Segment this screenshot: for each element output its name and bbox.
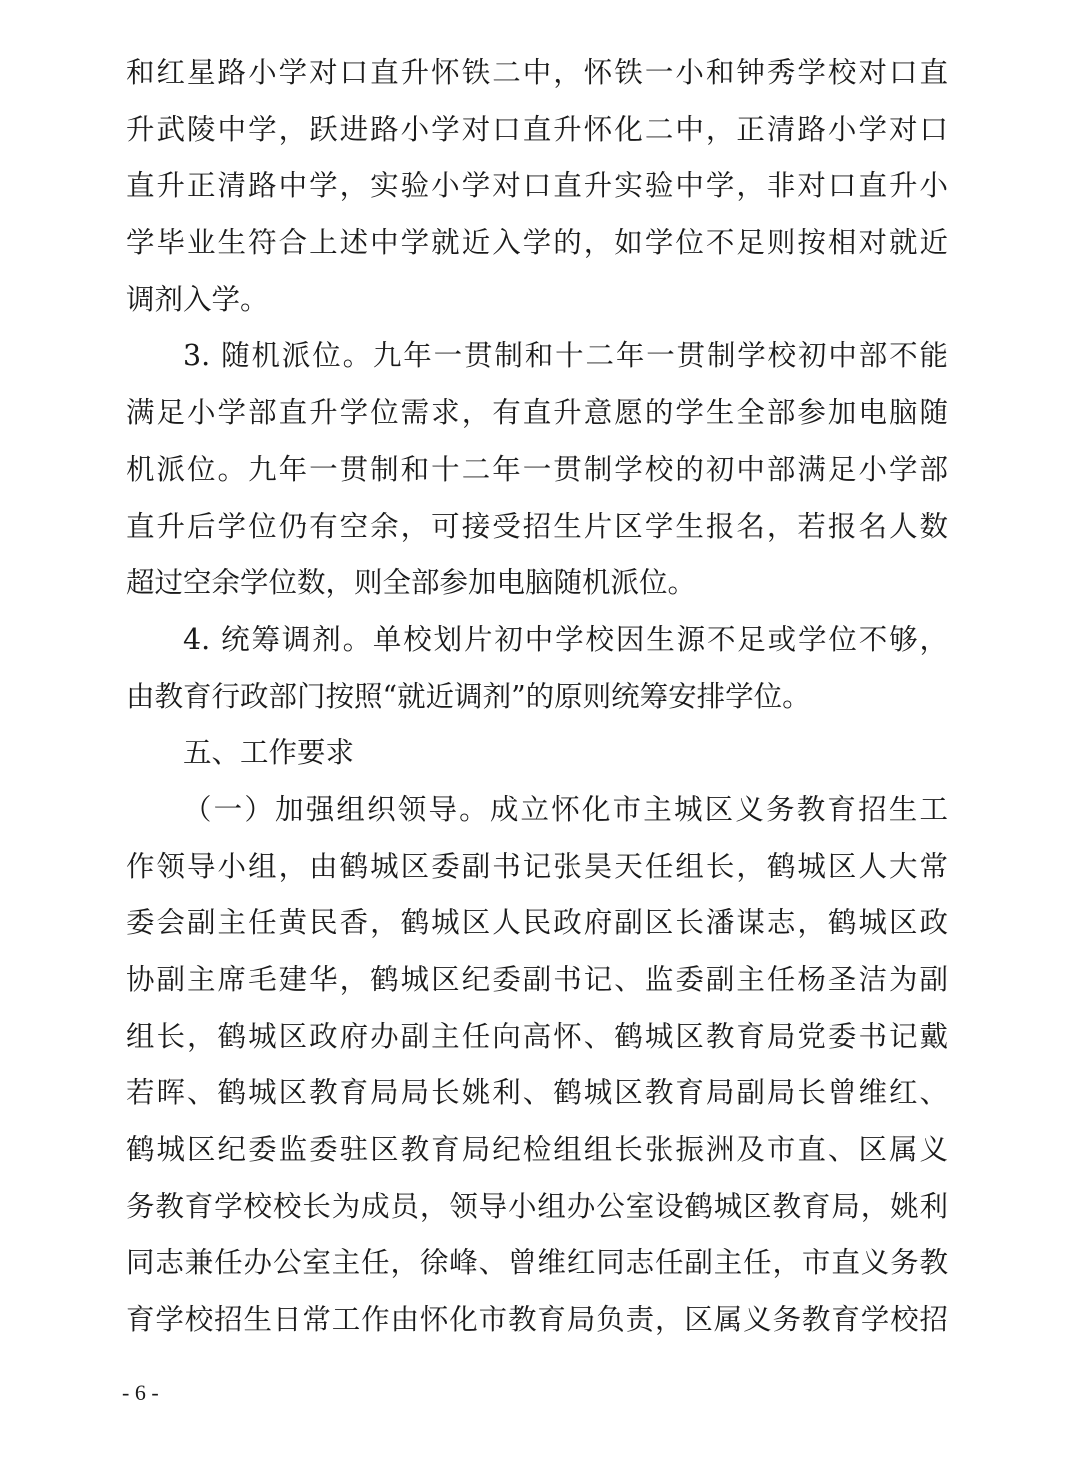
text-line: 若晖、鹤城区教育局局长姚利、鹤城区教育局副局长曾维红、 [126, 1076, 948, 1110]
text-line: 满足小学部直升学位需求，有直升意愿的学生全部参加电脑随 [126, 396, 948, 430]
text-line: 学毕业生符合上述中学就近入学的，如学位不足则按相对就近 [126, 226, 948, 260]
text-line: 超过空余学位数，则全部参加电脑随机派位。 [126, 566, 697, 600]
text-line: 由教育行政部门按照“就近调剂”的原则统筹安排学位。 [126, 679, 811, 713]
text-line: 机派位。九年一贯制和十二年一贯制学校的初中部满足小学部 [126, 452, 948, 486]
document-body [126, 45, 948, 1349]
text-line: 作领导小组，由鹤城区委副书记张昊天任组长，鹤城区人大常 [126, 849, 948, 883]
text-line: （一）加强组织领导。成立怀化市主城区义务教育招生工 [183, 792, 948, 826]
text-line: 调剂入学。 [126, 282, 269, 316]
text-line: 和红星路小学对口直升怀铁二中，怀铁一小和钟秀学校对口直 [126, 56, 948, 89]
text-line: 升武陵中学，跃进路小学对口直升怀化二中，正清路小学对口 [126, 112, 948, 146]
text-line: 直升后学位仍有空余，可接受招生片区学生报名，若报名人数 [126, 509, 948, 543]
text-line: 同志兼任办公室主任，徐峰、曾维红同志任副主任，市直义务教 [126, 1246, 948, 1280]
page-number: - 6 - [122, 1380, 159, 1405]
text-line: 鹤城区纪委监委驻区教育局纪检组组长张振洲及市直、区属义 [126, 1133, 948, 1167]
text-line: 育学校招生日常工作由怀化市教育局负责，区属义务教育学校招 [126, 1303, 948, 1337]
text-line: 3. 随机派位。九年一贯制和十二年一贯制学校初中部不能 [183, 339, 948, 373]
text-line: 委会副主任黄民香，鹤城区人民政府副区长潘谋志，鹤城区政 [126, 906, 948, 940]
text-line: 务教育学校校长为成员，领导小组办公室设鹤城区教育局，姚利 [126, 1189, 948, 1223]
text-line: 五、工作要求 [183, 736, 355, 770]
text-line: 协副主席毛建华，鹤城区纪委副书记、监委副主任杨圣洁为副 [126, 963, 948, 996]
text-line: 组长，鹤城区政府办副主任向高怀、鹤城区教育局党委书记戴 [126, 1019, 948, 1053]
text-line: 直升正清路中学，实验小学对口直升实验中学，非对口直升小 [126, 169, 948, 203]
text-line: 4. 统筹调剂。单校划片初中学校因生源不足或学位不够， [183, 622, 948, 656]
